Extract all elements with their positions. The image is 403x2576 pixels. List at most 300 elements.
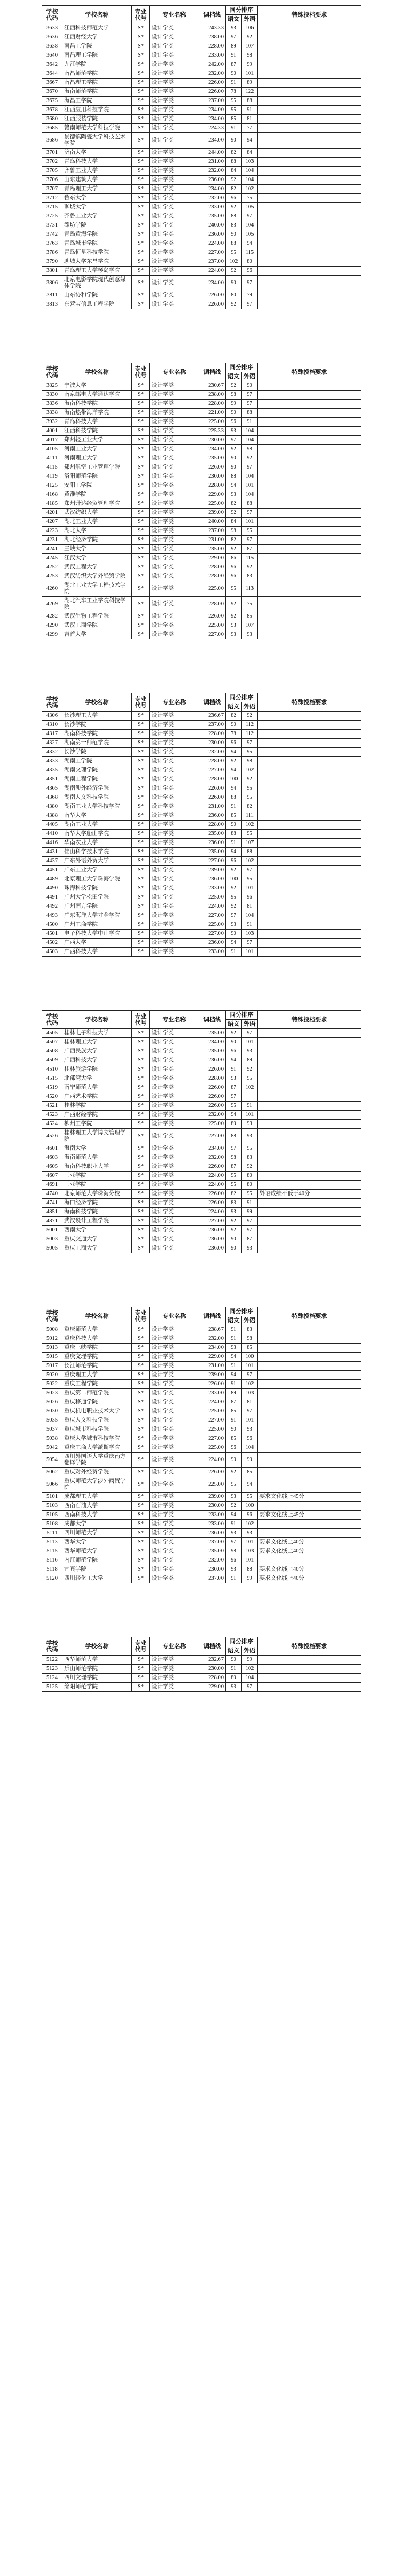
school-code: 3731 (42, 221, 62, 230)
major-code: S* (132, 721, 150, 730)
special-requirement (258, 857, 361, 866)
school-name: 湖北汽车工业学院科技学院 (62, 597, 132, 612)
major-code: S* (132, 1353, 150, 1362)
chinese-score: 88 (226, 472, 242, 481)
major-code: S* (132, 1083, 150, 1092)
major-code: S* (132, 454, 150, 463)
foreign-score: 95 (242, 793, 258, 802)
school-code: 4524 (42, 1120, 62, 1129)
major-name: 设计学类 (150, 612, 199, 621)
cutoff-score: 231.00 (199, 536, 226, 545)
table-row (42, 1056, 361, 1065)
foreign-score: 104 (242, 1443, 258, 1453)
table-row (42, 572, 361, 581)
table-row (42, 194, 361, 203)
table-row (42, 1416, 361, 1425)
foreign-score: 97 (242, 400, 258, 409)
foreign-score: 115 (242, 248, 258, 257)
school-code: 5038 (42, 1434, 62, 1443)
school-name: 聊城大学东昌学院 (62, 257, 132, 267)
school-name: 宜宾学院 (62, 1565, 132, 1574)
special-requirement (258, 60, 361, 69)
major-code: S* (132, 185, 150, 194)
major-code: S* (132, 51, 150, 60)
school-code: 4502 (42, 939, 62, 948)
foreign-score: 93 (242, 630, 258, 639)
school-name: 桂林理工大学 (62, 1038, 132, 1047)
table-row (42, 1665, 361, 1674)
chinese-score: 98 (226, 527, 242, 536)
table-row (42, 1398, 361, 1407)
foreign-score: 93 (242, 1120, 258, 1129)
school-name: 海口经济学院 (62, 1199, 132, 1208)
special-requirement (258, 1226, 361, 1235)
major-code: S* (132, 79, 150, 88)
table-row (42, 920, 361, 930)
major-name: 设计学类 (150, 42, 199, 51)
special-requirement (258, 1074, 361, 1083)
special-requirement (258, 1453, 361, 1468)
cutoff-score: 237.00 (199, 257, 226, 267)
school-code: 4223 (42, 527, 62, 536)
foreign-score: 101 (242, 1556, 258, 1565)
cutoff-score: 225.00 (199, 621, 226, 630)
major-name: 设计学类 (150, 1389, 199, 1398)
school-name: 南昌师范学院 (62, 69, 132, 79)
major-code: S* (132, 149, 150, 158)
major-name: 设计学类 (150, 436, 199, 445)
school-code: 4335 (42, 766, 62, 775)
major-code: S* (132, 1416, 150, 1425)
header-foreign-language: 外语 (242, 1316, 258, 1325)
major-name: 设计学类 (150, 212, 199, 221)
foreign-score: 102 (242, 1083, 258, 1092)
chinese-score: 92 (226, 1217, 242, 1226)
school-name: 佛山科学技术学院 (62, 848, 132, 857)
chinese-score: 92 (226, 300, 242, 309)
special-requirement (258, 1102, 361, 1111)
cutoff-score: 227.00 (199, 1416, 226, 1425)
school-code: 3715 (42, 203, 62, 212)
foreign-score: 95 (242, 1144, 258, 1153)
major-name: 设计学类 (150, 400, 199, 409)
school-name: 潍坊学院 (62, 221, 132, 230)
table-row (42, 248, 361, 257)
major-name: 设计学类 (150, 24, 199, 33)
cutoff-score: 226.00 (199, 1065, 226, 1074)
major-code: S* (132, 875, 150, 884)
school-code: 5066 (42, 1477, 62, 1493)
header-major-code: 专业代号 (132, 363, 150, 381)
school-code: 3813 (42, 300, 62, 309)
school-code: 3932 (42, 418, 62, 427)
major-name: 设计学类 (150, 739, 199, 748)
cutoff-score: 226.00 (199, 1199, 226, 1208)
school-code: 4509 (42, 1056, 62, 1065)
special-requirement: 要求文化线上40分 (258, 1538, 361, 1547)
major-name: 设计学类 (150, 1047, 199, 1056)
cutoff-score: 239.00 (199, 1371, 226, 1380)
school-code: 5017 (42, 1362, 62, 1371)
special-requirement (258, 97, 361, 106)
table-row (42, 133, 361, 149)
cutoff-score: 228.00 (199, 821, 226, 830)
foreign-score: 96 (242, 1511, 258, 1520)
major-name: 设计学类 (150, 509, 199, 518)
foreign-score: 95 (242, 1190, 258, 1199)
school-code: 3712 (42, 194, 62, 203)
chinese-score: 90 (226, 821, 242, 830)
special-requirement (258, 1244, 361, 1253)
table-row (42, 1520, 361, 1529)
major-name: 设计学类 (150, 427, 199, 436)
major-name: 设计学类 (150, 597, 199, 612)
school-name: 广州大学松田学院 (62, 893, 132, 902)
chinese-score: 94 (226, 748, 242, 757)
major-code: S* (132, 133, 150, 149)
school-code: 4601 (42, 1144, 62, 1153)
school-name: 湖北大学 (62, 527, 132, 536)
special-requirement (258, 1556, 361, 1565)
special-requirement (258, 1129, 361, 1144)
table-row (42, 1468, 361, 1477)
foreign-score: 104 (242, 176, 258, 185)
cutoff-score: 238.00 (199, 391, 226, 400)
foreign-score: 93 (242, 1425, 258, 1434)
foreign-score: 81 (242, 115, 258, 124)
table-row (42, 939, 361, 948)
major-name: 设计学类 (150, 499, 199, 509)
major-name: 设计学类 (150, 712, 199, 721)
school-code: 5123 (42, 1665, 62, 1674)
table-row (42, 1425, 361, 1434)
cutoff-score: 232.00 (199, 1334, 226, 1344)
cutoff-score: 236.00 (199, 1529, 226, 1538)
header-tie-break: 同分排序 (226, 693, 258, 702)
header-school-name: 学校名称 (62, 363, 132, 381)
major-name: 设计学类 (150, 775, 199, 784)
chinese-score: 95 (226, 106, 242, 115)
school-code: 3701 (42, 149, 62, 158)
school-name: 郑州升达经贸管理学院 (62, 499, 132, 509)
major-code: S* (132, 839, 150, 848)
school-code: 5013 (42, 1344, 62, 1353)
chinese-score: 97 (226, 1144, 242, 1153)
major-name: 设计学类 (150, 1083, 199, 1092)
cutoff-score: 227.00 (199, 857, 226, 866)
school-name: 乐山师范学院 (62, 1665, 132, 1674)
special-requirement (258, 572, 361, 581)
foreign-score: 102 (242, 1380, 258, 1389)
major-name: 设计学类 (150, 418, 199, 427)
foreign-score: 97 (242, 300, 258, 309)
header-school-name: 学校名称 (62, 6, 132, 24)
major-code: S* (132, 1181, 150, 1190)
school-code: 3801 (42, 267, 62, 276)
chinese-score: 92 (226, 612, 242, 621)
major-name: 设计学类 (150, 902, 199, 911)
foreign-score: 94 (242, 133, 258, 149)
major-code: S* (132, 1493, 150, 1502)
foreign-score: 106 (242, 24, 258, 33)
header-school-code: 学校代码 (42, 1011, 62, 1029)
major-code: S* (132, 1226, 150, 1235)
foreign-score: 97 (242, 1371, 258, 1380)
school-code: 3644 (42, 69, 62, 79)
school-name: 海南师范大学 (62, 1153, 132, 1162)
chinese-score: 90 (226, 1038, 242, 1047)
cutoff-score: 232.00 (199, 1153, 226, 1162)
school-name: 武汉纺织大学 (62, 509, 132, 518)
foreign-score: 101 (242, 481, 258, 490)
major-name: 设计学类 (150, 1380, 199, 1389)
foreign-score: 82 (242, 802, 258, 811)
cutoff-score: 228.00 (199, 775, 226, 784)
school-code: 5054 (42, 1453, 62, 1468)
chinese-score: 96 (226, 563, 242, 572)
major-code: S* (132, 257, 150, 267)
cutoff-score: 226.00 (199, 1162, 226, 1172)
chinese-score: 96 (226, 1047, 242, 1056)
header-major-code: 专业代号 (132, 6, 150, 24)
school-name: 湖北经济学院 (62, 536, 132, 545)
foreign-score: 95 (242, 748, 258, 757)
school-code: 5026 (42, 1398, 62, 1407)
major-name: 设计学类 (150, 1111, 199, 1120)
special-requirement (258, 536, 361, 545)
school-code: 5122 (42, 1656, 62, 1665)
major-name: 设计学类 (150, 481, 199, 490)
school-name: 西南科技大学 (62, 1511, 132, 1520)
admission-table (42, 363, 361, 639)
cutoff-score: 238.00 (199, 33, 226, 42)
major-code: S* (132, 300, 150, 309)
cutoff-score: 235.00 (199, 212, 226, 221)
table-row (42, 757, 361, 766)
special-requirement (258, 1389, 361, 1398)
major-code: S* (132, 1389, 150, 1398)
school-code: 5124 (42, 1674, 62, 1683)
header-foreign-language: 外语 (242, 1020, 258, 1029)
foreign-score: 104 (242, 1674, 258, 1683)
chinese-score: 91 (226, 51, 242, 60)
major-name: 设计学类 (150, 1038, 199, 1047)
major-name: 设计学类 (150, 158, 199, 167)
major-name: 设计学类 (150, 1181, 199, 1190)
table-row (42, 554, 361, 563)
chinese-score: 93 (226, 24, 242, 33)
foreign-score: 105 (242, 230, 258, 239)
special-requirement (258, 1443, 361, 1453)
foreign-score: 88 (242, 1565, 258, 1574)
chinese-score: 78 (226, 730, 242, 739)
school-code: 4491 (42, 893, 62, 902)
major-code: S* (132, 1511, 150, 1520)
chinese-score: 100 (226, 775, 242, 784)
school-code: 4365 (42, 784, 62, 793)
school-code: 5120 (42, 1574, 62, 1583)
major-name: 设计学类 (150, 527, 199, 536)
special-requirement (258, 106, 361, 115)
school-code: 4119 (42, 472, 62, 481)
table-row (42, 784, 361, 793)
school-code: 3702 (42, 158, 62, 167)
chinese-score: 90 (226, 454, 242, 463)
special-requirement (258, 267, 361, 276)
major-name: 设计学类 (150, 1325, 199, 1334)
header-tie-break: 同分排序 (226, 1637, 258, 1646)
school-code: 4451 (42, 866, 62, 875)
major-code: S* (132, 1443, 150, 1453)
chinese-score: 94 (226, 1056, 242, 1065)
table-row (42, 766, 361, 775)
school-name: 长沙学院 (62, 748, 132, 757)
chinese-score: 94 (226, 1353, 242, 1362)
cutoff-score: 232.00 (199, 69, 226, 79)
chinese-score: 93 (226, 1344, 242, 1353)
school-code: 3642 (42, 60, 62, 69)
table-row (42, 902, 361, 911)
special-requirement (258, 1344, 361, 1353)
school-code: 3675 (42, 97, 62, 106)
major-code: S* (132, 821, 150, 830)
school-name: 成都大学 (62, 1520, 132, 1529)
foreign-score: 99 (242, 1574, 258, 1583)
table-row (42, 875, 361, 884)
school-code: 3811 (42, 291, 62, 300)
major-name: 设计学类 (150, 276, 199, 291)
chinese-score: 88 (226, 158, 242, 167)
table-row (42, 1453, 361, 1468)
special-requirement (258, 839, 361, 848)
school-code: 4351 (42, 775, 62, 784)
chinese-score: 93 (226, 621, 242, 630)
table-row (42, 811, 361, 821)
foreign-score: 97 (242, 1407, 258, 1416)
special-requirement: 要求文化线上40分 (258, 1565, 361, 1574)
foreign-score: 99 (242, 60, 258, 69)
chinese-score: 94 (226, 766, 242, 775)
cutoff-score: 225.00 (199, 1120, 226, 1129)
chinese-score: 94 (226, 848, 242, 857)
table-row (42, 1493, 361, 1502)
school-code: 3707 (42, 185, 62, 194)
chinese-score: 91 (226, 124, 242, 133)
school-code: 5022 (42, 1380, 62, 1389)
chinese-score: 96 (226, 857, 242, 866)
chinese-score: 96 (226, 194, 242, 203)
cutoff-score: 233.00 (199, 1511, 226, 1520)
cutoff-score: 234.00 (199, 1344, 226, 1353)
school-name: 北京师范大学珠海分校 (62, 1190, 132, 1199)
special-requirement (258, 490, 361, 499)
special-requirement (258, 1199, 361, 1208)
major-code: S* (132, 775, 150, 784)
table-row (42, 1172, 361, 1181)
major-code: S* (132, 463, 150, 472)
cutoff-score: 224.00 (199, 1181, 226, 1190)
school-name: 重庆移通学院 (62, 1398, 132, 1407)
foreign-score: 97 (242, 463, 258, 472)
major-code: S* (132, 1398, 150, 1407)
chinese-score: 94 (226, 1371, 242, 1380)
school-name: 山东协和学院 (62, 291, 132, 300)
special-requirement (258, 621, 361, 630)
major-code: S* (132, 472, 150, 481)
school-name: 重庆理工大学 (62, 1371, 132, 1380)
major-name: 设计学类 (150, 124, 199, 133)
table-row (42, 1547, 361, 1556)
table-row (42, 176, 361, 185)
header-cutoff-score: 调档线 (199, 1011, 226, 1029)
foreign-score: 91 (242, 1199, 258, 1208)
chinese-score: 98 (226, 391, 242, 400)
chinese-score: 92 (226, 597, 242, 612)
cutoff-score: 230.00 (199, 1665, 226, 1674)
school-code: 4299 (42, 630, 62, 639)
school-code: 4333 (42, 757, 62, 766)
school-name: 河南工业大学 (62, 445, 132, 454)
school-name: 重庆城市科技学院 (62, 1425, 132, 1434)
chinese-score: 82 (226, 1190, 242, 1199)
school-name: 重庆文理学院 (62, 1353, 132, 1362)
school-name: 海南科技职业大学 (62, 1162, 132, 1172)
school-code: 5020 (42, 1371, 62, 1380)
major-name: 设计学类 (150, 1443, 199, 1453)
foreign-score: 104 (242, 221, 258, 230)
major-code: S* (132, 563, 150, 572)
school-code: 4508 (42, 1047, 62, 1056)
header-tie-break: 同分排序 (226, 1011, 258, 1020)
chinese-score: 84 (226, 167, 242, 176)
special-requirement (258, 1038, 361, 1047)
table-row (42, 1574, 361, 1583)
school-name: 西南大学 (62, 1226, 132, 1235)
chinese-score: 85 (226, 811, 242, 821)
major-code: S* (132, 1190, 150, 1199)
major-code: S* (132, 1520, 150, 1529)
foreign-score: 104 (242, 911, 258, 920)
school-name: 湖南人文科技学院 (62, 793, 132, 802)
school-name: 长沙理工大学 (62, 712, 132, 721)
foreign-score: 101 (242, 1038, 258, 1047)
chinese-score: 95 (226, 893, 242, 902)
school-code: 3830 (42, 391, 62, 400)
major-code: S* (132, 400, 150, 409)
school-code: 4501 (42, 930, 62, 939)
special-requirement (258, 866, 361, 875)
table-row (42, 51, 361, 60)
major-code: S* (132, 857, 150, 866)
special-requirement (258, 300, 361, 309)
foreign-score: 101 (242, 1362, 258, 1371)
major-code: S* (132, 948, 150, 957)
foreign-score: 97 (242, 509, 258, 518)
foreign-score: 103 (242, 930, 258, 939)
chinese-score: 93 (226, 920, 242, 930)
table-row (42, 276, 361, 291)
major-name: 设计学类 (150, 581, 199, 597)
major-name: 设计学类 (150, 391, 199, 400)
table-row (42, 427, 361, 436)
chinese-score: 91 (226, 1334, 242, 1344)
cutoff-score: 225.00 (199, 893, 226, 902)
chinese-score: 88 (226, 830, 242, 839)
school-code: 5008 (42, 1325, 62, 1334)
major-code: S* (132, 1656, 150, 1665)
table-row (42, 409, 361, 418)
school-code: 5108 (42, 1520, 62, 1529)
